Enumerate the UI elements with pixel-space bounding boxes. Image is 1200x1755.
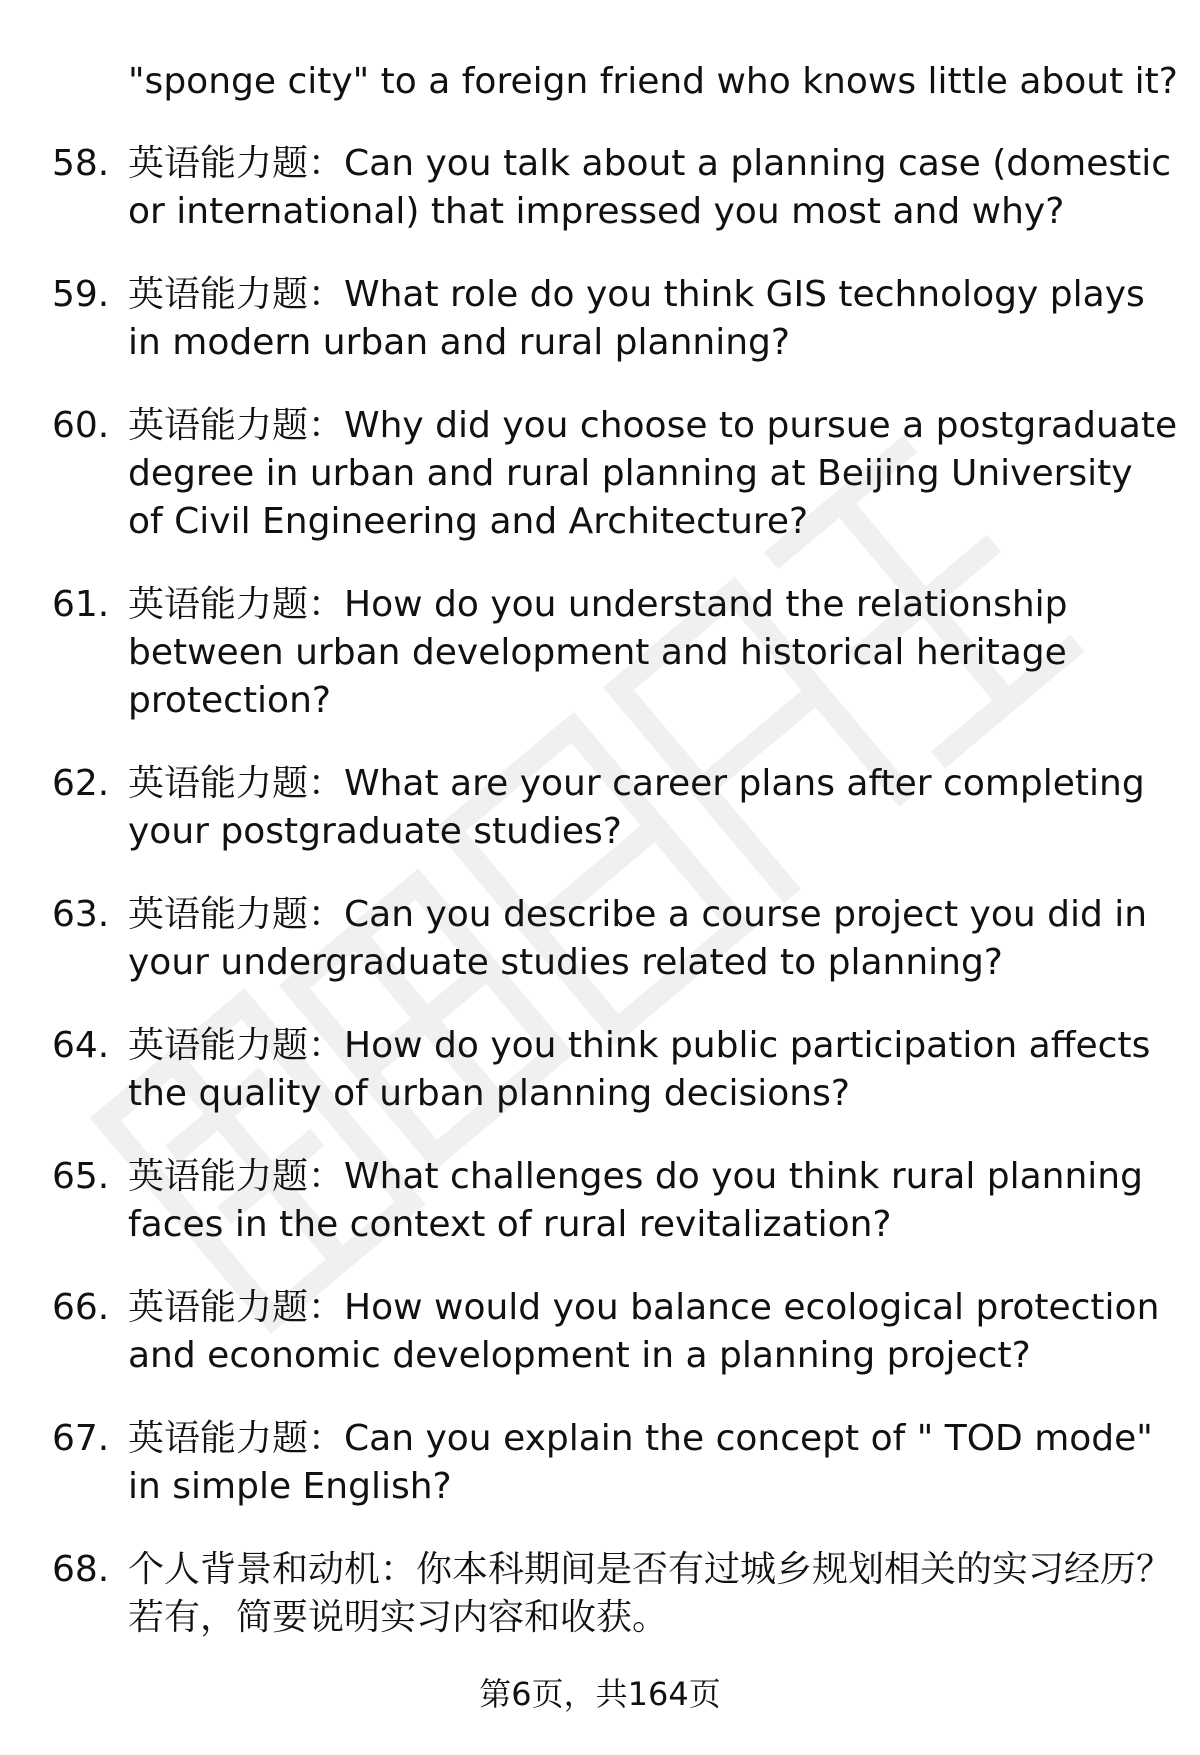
continued-question-text: "sponge city" to a foreign friend who knows little about it? xyxy=(128,61,1178,102)
question-text: Can you explain the concept of " TOD mode" in simple English? xyxy=(128,1418,1153,1507)
question-number: 68. xyxy=(52,1549,110,1590)
question-item xyxy=(0,1415,1200,1511)
question-category: 英语能力题： xyxy=(128,274,345,315)
question-item xyxy=(0,1153,1200,1249)
question-body xyxy=(128,271,1178,367)
question-body xyxy=(128,1284,1178,1380)
question-item xyxy=(0,1284,1200,1380)
question-item xyxy=(0,140,1200,236)
question-category: 英语能力题： xyxy=(128,763,345,804)
question-body xyxy=(128,581,1178,725)
question-category: 英语能力题： xyxy=(128,143,345,184)
question-category: 英语能力题： xyxy=(128,1418,345,1459)
question-item xyxy=(0,581,1200,725)
question-body xyxy=(128,760,1178,856)
question-text: Why did you choose to pursue a postgraduate degree in urban and rural planning at Beijing University of Civil Engineering and Architecture? xyxy=(128,405,1178,542)
question-body xyxy=(128,1546,1178,1642)
question-item xyxy=(0,402,1200,546)
question-number: 66. xyxy=(52,1287,110,1328)
question-item xyxy=(0,1546,1200,1642)
question-text: What challenges do you think rural planning faces in the context of rural revitalization? xyxy=(128,1156,1143,1245)
question-body xyxy=(128,1153,1178,1249)
question-body xyxy=(128,140,1178,236)
question-body xyxy=(128,1415,1178,1511)
question-category: 英语能力题： xyxy=(128,1287,345,1328)
question-number: 61. xyxy=(52,584,110,625)
question-item xyxy=(0,1022,1200,1118)
question-body xyxy=(128,1022,1178,1118)
question-number: 62. xyxy=(52,763,110,804)
question-text: How do you think public participation affects the quality of urban planning decisions? xyxy=(128,1025,1151,1114)
question-number: 67. xyxy=(52,1418,110,1459)
page-number-footer: 第6页，共164页 xyxy=(479,1675,721,1713)
question-number: 59. xyxy=(52,274,110,315)
question-text: Can you describe a course project you did in your undergraduate studies related to planning? xyxy=(128,894,1148,983)
question-number: 65. xyxy=(52,1156,110,1197)
question-text: What are your career plans after completing your postgraduate studies? xyxy=(128,763,1145,852)
question-item xyxy=(0,891,1200,987)
question-number: 60. xyxy=(52,405,110,446)
question-number: 64. xyxy=(52,1025,110,1066)
question-category: 英语能力题： xyxy=(128,405,345,446)
question-text: How would you balance ecological protection and economic development in a planning project? xyxy=(128,1287,1160,1376)
question-category: 英语能力题： xyxy=(128,894,345,935)
question-category: 个人背景和动机： xyxy=(128,1549,417,1590)
question-item xyxy=(0,760,1200,856)
question-category: 英语能力题： xyxy=(128,584,345,625)
question-text: Can you talk about a planning case (domestic or international) that impressed you most and why? xyxy=(128,143,1172,232)
question-number: 58. xyxy=(52,143,110,184)
question-text: How do you understand the relationship between urban development and historical heritage protection? xyxy=(128,584,1068,721)
question-category: 英语能力题： xyxy=(128,1156,345,1197)
question-item xyxy=(0,271,1200,367)
question-number: 63. xyxy=(52,894,110,935)
question-body xyxy=(128,402,1178,546)
question-text: 你本科期间是否有过城乡规划相关的实习经历？若有，简要说明实习内容和收获。 xyxy=(128,1549,1173,1638)
question-category: 英语能力题： xyxy=(128,1025,345,1066)
question-list xyxy=(0,140,1200,1677)
question-text: What role do you think GIS technology plays in modern urban and rural planning? xyxy=(128,274,1145,363)
question-body xyxy=(128,891,1178,987)
